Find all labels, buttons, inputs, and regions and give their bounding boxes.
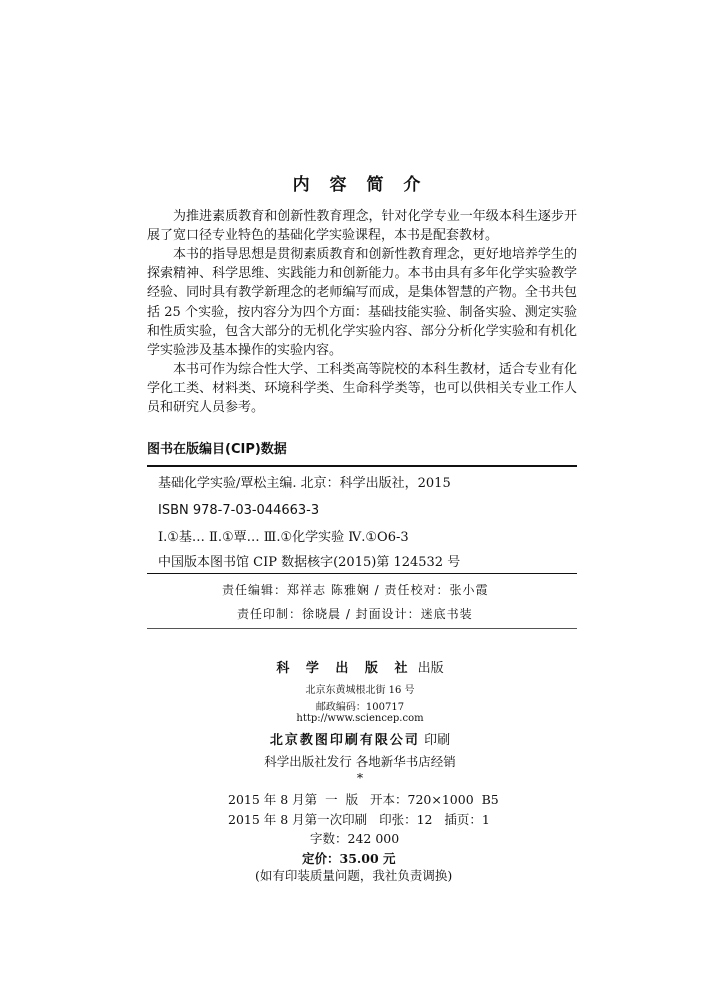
cip-record-number: 中国版本图书馆 CIP 数据核字(2015)第 124532 号 [158, 555, 461, 570]
publisher-address: 北京东黄城根北街 16 号 [305, 685, 415, 696]
cip-classification: Ⅰ.①基… Ⅱ.①覃… Ⅲ.①化学实验 Ⅳ.①O6-3 [158, 530, 409, 545]
publisher-line [0, 657, 720, 676]
cip-title: 图书在版编目(CIP)数据 [147, 442, 287, 457]
cip-bottom-rule [147, 573, 577, 574]
printer-suffix: 印刷 [424, 733, 451, 748]
staff-editors: 责任编辑：郑祥志 陈雅娴 / 责任校对：张小霞 [222, 583, 489, 597]
printer-name: 北京教图印刷有限公司 [269, 733, 420, 748]
distribution-info: 科学出版社发行 各地新华书店经销 [264, 754, 456, 769]
return-notice: (如有印装质量问题，我社负责调换) [255, 868, 453, 883]
edition-info: 2015 年 8 月第 一 版 开本：720×1000 B5 [228, 792, 499, 807]
printing-info: 2015 年 8 月第一次印刷 印张：12 插页：1 [228, 812, 490, 827]
publisher-postcode: 邮政编码：100717 [315, 702, 405, 713]
publisher-name: 科 学 出 版 社 [276, 661, 414, 676]
summary-title: 内 容 简 介 [292, 175, 428, 195]
publisher-website: http://www.sciencep.com [296, 713, 424, 724]
publisher-suffix: 出版 [417, 661, 444, 676]
summary-paragraph-3: 本书可作为综合性大学、工科类高等院校的本科生教材，适合专业有化学化工类、材料类、环境科学类、生命科学类等，也可以供相关专业工作人员和研究人员参考。 [147, 362, 577, 416]
cip-book-info: 基础化学实验/覃松主编. 北京：科学出版社，2015 [158, 476, 451, 491]
summary-paragraph-1: 为推进素质教育和创新性教育理念，针对化学专业一年级本科生逐步开展了宽口径专业特色的基础化学实验课程，本书是配套教材。 [147, 209, 577, 244]
staff-bottom-rule [147, 628, 577, 629]
printer-line [0, 729, 720, 748]
price: 定价：35.00 元 [302, 851, 396, 866]
separator-asterisk: * [356, 770, 364, 785]
word-count: 字数：242 000 [310, 831, 400, 846]
staff-production: 责任印制：徐晓晨 / 封面设计：迷底书装 [237, 607, 473, 621]
cip-top-rule [147, 465, 577, 467]
summary-paragraph-2: 本书的指导思想是贯彻素质教育和创新性教育理念，更好地培养学生的探索精神、科学思维、实践能力和创新能力。本书由具有多年化学实验教学经验、同时具有教学新理念的老师编写而成，是集体智慧的产物。全书共包括 25 个实验，按内容分为四个方面：基础技能实验、制备实验、测定实验和性质实验，包含大部分的无机化学实验内容、部分分析化学实验和有机化学实验涉及基本操作的实验内容。 [147, 247, 577, 359]
cip-isbn: ISBN 978-7-03-044663-3 [158, 503, 320, 518]
